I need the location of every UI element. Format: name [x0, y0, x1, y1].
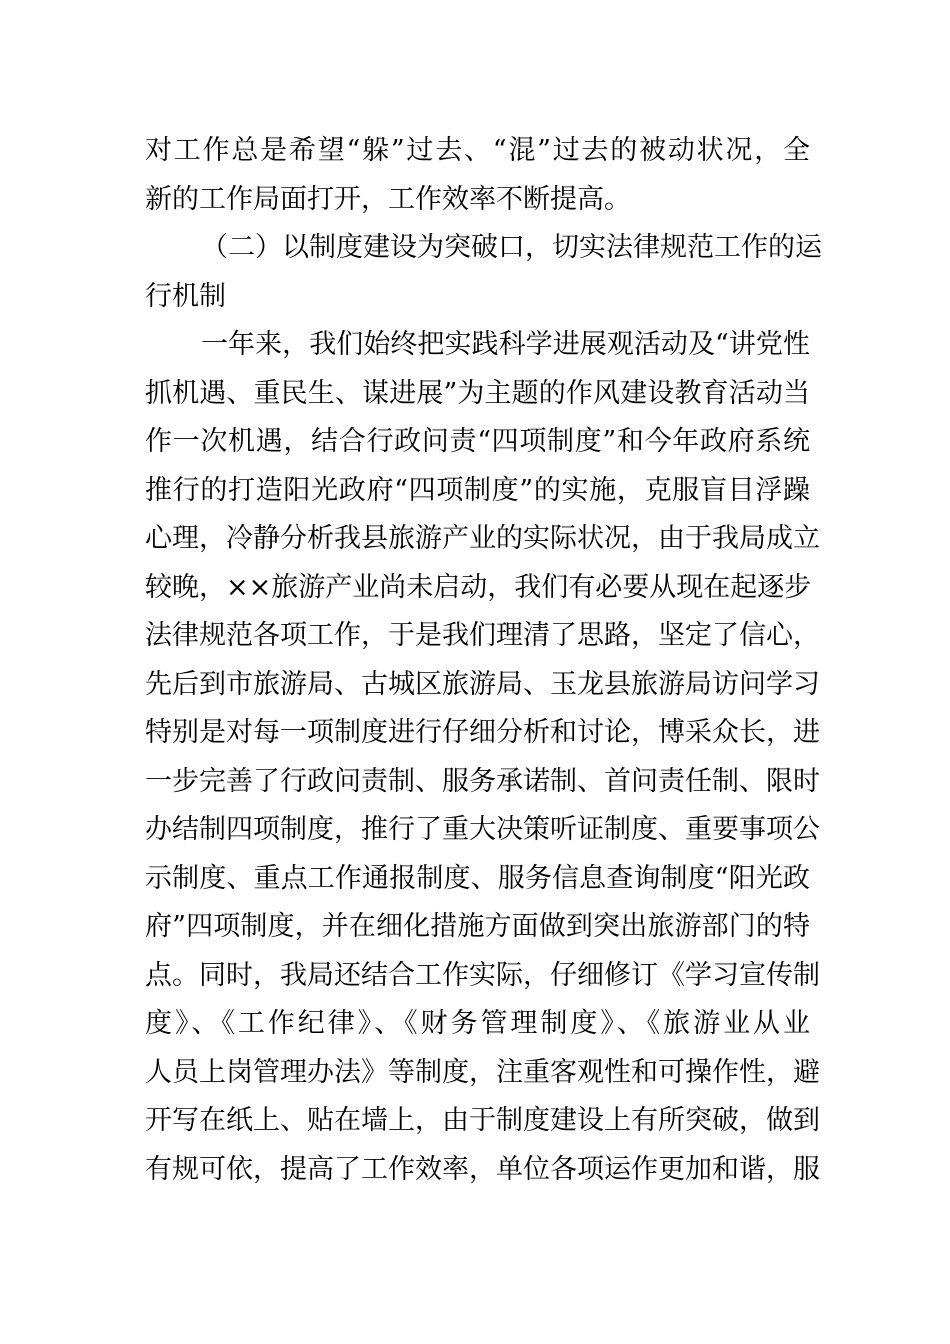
text-line: 特别是对每一项制度进行仔细分析和讨论，博采众长，进 [145, 717, 820, 748]
text-line: 行机制 [145, 280, 226, 312]
section-heading [145, 224, 822, 321]
text-line: 一步完善了行政问责制、服务承诺制、首问责任制、限时 [145, 765, 820, 797]
text-line: 较晚，××旅游产业尚未启动，我们有必要从现在起逐步 [145, 571, 812, 603]
text-line: 度》、《工作纪律》、《财务管理制度》、《旅游业从业 [145, 1008, 810, 1039]
text-line: 抓机遇、重民生、谋进展”为主题的作风建设教育活动当 [145, 377, 810, 409]
text-line: 对工作总是希望“躲”过去、“混”过去的被动状况，全 [145, 135, 810, 166]
text-line: 示制度、重点工作通报制度、服务信息查询制度“阳光政 [145, 862, 810, 894]
text-line: 法律规范各项工作，于是我们理清了思路，坚定了信心， [145, 620, 820, 651]
text-line: 府”四项制度，并在细化措施方面做到突出旅游部门的特 [145, 911, 810, 942]
text-line: 推行的打造阳光政府“四项制度”的实施，克服盲目浮躁 [145, 474, 810, 506]
text-line: 办结制四项制度，推行了重大决策听证制度、重要事项公 [145, 814, 820, 845]
text-line: 开写在纸上、贴在墙上，由于制度建设上有所突破，做到 [145, 1105, 820, 1136]
text-line: 一年来，我们始终把实践科学进展观活动及“讲党性 [201, 329, 810, 360]
text-line: 有规可依，提高了工作效率，单位各项运作更加和谐，服 [145, 1153, 820, 1185]
text-line: 人员上岗管理办法》等制度，注重客观性和可操作性，避 [145, 1056, 820, 1088]
text-line: 新的工作局面打开，工作效率不断提高。 [145, 183, 631, 215]
text-line: 作一次机遇，结合行政问责“四项制度”和今年政府系统 [145, 426, 810, 457]
paragraph [145, 321, 820, 1194]
text-line: 点。同时，我局还结合工作实际，仔细修订《学习宣传制 [145, 959, 820, 991]
text-line: （二）以制度建设为突破口，切实法律规范工作的运 [201, 232, 822, 263]
text-line: 先后到市旅游局、古城区旅游局、玉龙县旅游局访问学习 [145, 668, 820, 700]
paragraph [145, 127, 810, 224]
document-body [145, 127, 822, 1194]
text-line: 心理，冷静分析我县旅游产业的实际状况，由于我局成立 [145, 523, 820, 554]
